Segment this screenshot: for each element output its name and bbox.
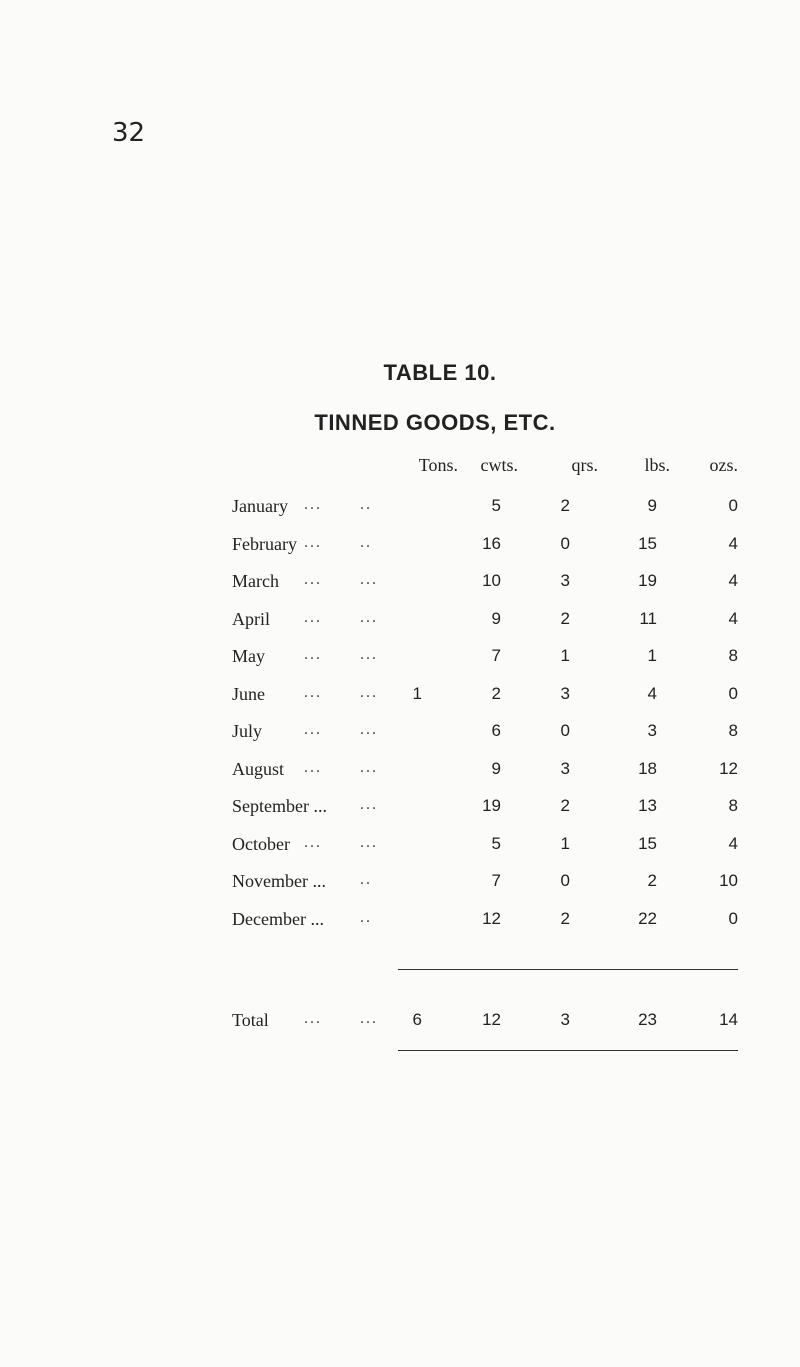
row-leader-dots: ... (360, 571, 378, 588)
row-leader-dots: ... (304, 571, 322, 588)
cell-qrs: 0 (560, 721, 570, 740)
cell-qrs: 1 (560, 834, 570, 853)
month-label: December ... (232, 909, 324, 929)
cell-ozs: 4 (728, 609, 738, 628)
cell-qrs: 0 (560, 871, 570, 890)
month-label: August (232, 759, 285, 779)
cell-cwts: 16 (482, 534, 501, 553)
column-headers (0, 455, 800, 483)
table-row (0, 909, 800, 937)
cell-lbs: 18 (638, 759, 657, 778)
cell-ozs: 0 (728, 496, 738, 515)
row-leader-dots: ... (304, 684, 322, 701)
row-leader-dots: ... (360, 609, 378, 626)
cell-lbs: 13 (638, 796, 657, 815)
cell-ozs: 8 (728, 646, 738, 665)
cell-ozs: 0 (728, 684, 738, 703)
month-label: May (232, 646, 265, 666)
row-leader-dots: ... (304, 721, 322, 738)
cell-ozs: 8 (728, 721, 738, 740)
cell-qrs: 3 (560, 684, 570, 703)
cell-cwts: 2 (491, 684, 501, 703)
total-rule-top (398, 969, 738, 970)
month-label: September ... (232, 796, 327, 816)
cell-lbs: 4 (647, 684, 657, 703)
month-label: October (232, 834, 290, 854)
row-leader-dots: .. (360, 496, 372, 513)
cell-ozs: 8 (728, 796, 738, 815)
row-leader-dots: ... (304, 1010, 322, 1027)
total-qrs: 3 (560, 1010, 570, 1029)
cell-lbs: 15 (638, 534, 657, 553)
table-row (0, 609, 800, 637)
cell-cwts: 7 (491, 646, 501, 665)
column-header-ozs: ozs. (709, 455, 738, 475)
table-row (0, 721, 800, 749)
cell-ozs: 4 (728, 571, 738, 590)
table-subtitle: TINNED GOODS, ETC. (314, 410, 556, 435)
cell-qrs: 3 (560, 759, 570, 778)
cell-qrs: 2 (560, 909, 570, 928)
cell-tons: 1 (412, 684, 422, 703)
row-leader-dots: ... (360, 684, 378, 701)
column-header-lbs: lbs. (644, 455, 670, 475)
cell-ozs: 10 (719, 871, 738, 890)
table-title: TABLE 10. (383, 360, 497, 385)
cell-qrs: 2 (560, 609, 570, 628)
table-row (0, 534, 800, 562)
row-leader-dots: .. (360, 871, 372, 888)
cell-cwts: 12 (482, 909, 501, 928)
cell-qrs: 0 (560, 534, 570, 553)
cell-qrs: 1 (560, 646, 570, 665)
cell-qrs: 3 (560, 571, 570, 590)
total-cwts: 12 (482, 1010, 501, 1029)
table-row (0, 496, 800, 524)
cell-qrs: 2 (560, 496, 570, 515)
table-row (0, 796, 800, 824)
total-lbs: 23 (638, 1010, 657, 1029)
cell-lbs: 3 (647, 721, 657, 740)
table-row (0, 871, 800, 899)
cell-ozs: 4 (728, 534, 738, 553)
row-leader-dots: ... (304, 609, 322, 626)
row-leader-dots: ... (304, 496, 322, 513)
row-leader-dots: ... (304, 759, 322, 776)
page-number: 32 (112, 118, 146, 148)
cell-cwts: 19 (482, 796, 501, 815)
row-leader-dots: ... (304, 646, 322, 663)
row-leader-dots: ... (360, 796, 378, 813)
cell-lbs: 1 (647, 646, 657, 665)
cell-lbs: 19 (638, 571, 657, 590)
month-label: April (232, 609, 270, 629)
cell-lbs: 9 (647, 496, 657, 515)
month-label: July (232, 721, 263, 741)
row-leader-dots: ... (360, 646, 378, 663)
table-row (0, 834, 800, 862)
cell-cwts: 6 (491, 721, 501, 740)
month-label: January (232, 496, 288, 516)
month-label: February (232, 534, 297, 554)
month-label: November ... (232, 871, 326, 891)
total-rule-bottom (398, 1050, 738, 1051)
total-row (0, 1010, 800, 1038)
table-row (0, 684, 800, 712)
column-header-tons: Tons. (418, 455, 458, 475)
cell-cwts: 10 (482, 571, 501, 590)
row-leader-dots: ... (360, 834, 378, 851)
row-leader-dots: ... (360, 1010, 378, 1027)
total-ozs: 14 (719, 1010, 738, 1029)
cell-cwts: 9 (491, 759, 501, 778)
cell-lbs: 15 (638, 834, 657, 853)
table-row (0, 646, 800, 674)
cell-cwts: 9 (491, 609, 501, 628)
cell-cwts: 5 (491, 496, 501, 515)
total-label: Total (232, 1010, 269, 1030)
cell-ozs: 0 (728, 909, 738, 928)
month-label: March (232, 571, 279, 591)
month-label: June (232, 684, 265, 704)
table-row (0, 759, 800, 787)
row-leader-dots: .. (360, 534, 372, 551)
cell-qrs: 2 (560, 796, 570, 815)
row-leader-dots: ... (360, 759, 378, 776)
cell-lbs: 22 (638, 909, 657, 928)
table-row (0, 571, 800, 599)
cell-cwts: 7 (491, 871, 501, 890)
cell-ozs: 4 (728, 834, 738, 853)
cell-ozs: 12 (719, 759, 738, 778)
row-leader-dots: ... (304, 834, 322, 851)
total-tons: 6 (412, 1010, 422, 1029)
cell-lbs: 11 (639, 609, 657, 628)
row-leader-dots: .. (360, 909, 372, 926)
row-leader-dots: ... (304, 534, 322, 551)
row-leader-dots: ... (360, 721, 378, 738)
column-header-qrs: qrs. (571, 455, 598, 475)
column-header-cwts: cwts. (480, 455, 518, 475)
cell-lbs: 2 (647, 871, 657, 890)
cell-cwts: 5 (491, 834, 501, 853)
